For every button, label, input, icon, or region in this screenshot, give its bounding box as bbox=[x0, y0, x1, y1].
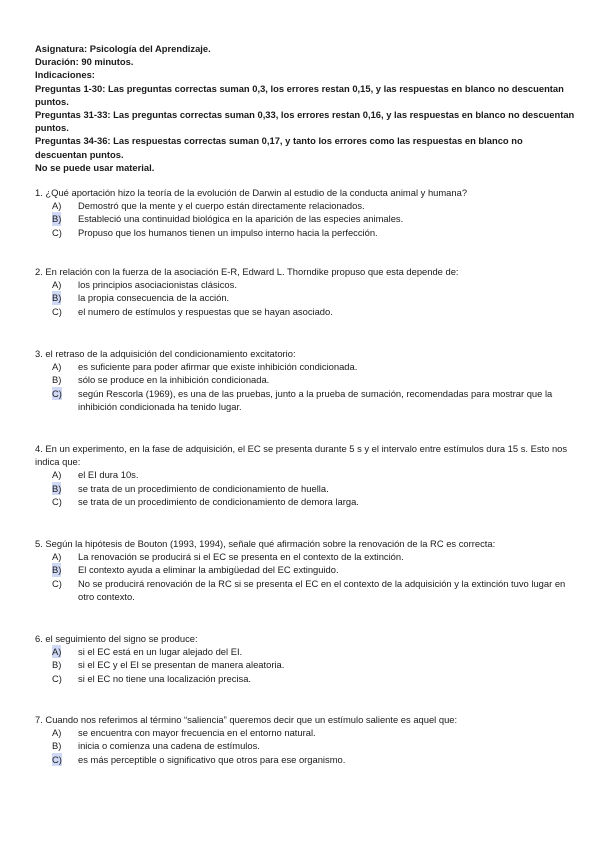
question-3 bbox=[35, 347, 575, 413]
option-text: es suficiente para poder afirmar que existe inhibición condicionada. bbox=[78, 361, 358, 373]
option-text: sólo se produce en la inhibición condicionada. bbox=[78, 374, 270, 386]
option-text: los principios asociacionistas clásicos. bbox=[78, 279, 237, 291]
rule-3: Preguntas 34-36: Las respuestas correctas suman 0,17, y tanto los errores como las respuestas en blanco no descuentan puntos. bbox=[35, 135, 523, 160]
option-letter: A) bbox=[52, 200, 62, 212]
option-a[interactable] bbox=[35, 550, 575, 563]
option-b[interactable] bbox=[35, 212, 575, 225]
option-text: el numero de estímulos y respuestas que se hayan asociado. bbox=[78, 305, 333, 317]
option-text: se trata de un procedimiento de condicionamiento de demora larga. bbox=[78, 495, 359, 507]
option-c[interactable] bbox=[35, 672, 575, 685]
option-letter: A) bbox=[52, 727, 62, 739]
option-a[interactable] bbox=[35, 199, 575, 212]
option-letter: A) bbox=[52, 469, 62, 481]
option-b[interactable] bbox=[35, 482, 575, 495]
option-text: No se producirá renovación de la RC si se presenta el EC en el contexto de la adquisición y la extinción tuvo lugar en otro contexto. bbox=[78, 577, 566, 602]
option-text: Estableció una continuidad biológica en la aparición de las especies animales. bbox=[78, 213, 404, 225]
question-4 bbox=[35, 442, 575, 508]
option-a[interactable] bbox=[35, 278, 575, 291]
question-text: 6. el seguimiento del signo se produce: bbox=[35, 633, 198, 644]
option-letter: B) bbox=[52, 374, 62, 386]
option-text: si el EC está en un lugar alejado del EI. bbox=[78, 646, 243, 658]
question-6 bbox=[35, 632, 575, 685]
option-text: El contexto ayuda a eliminar la ambigüedad del EC extinguido. bbox=[78, 564, 339, 576]
option-b[interactable] bbox=[35, 658, 575, 671]
option-a[interactable] bbox=[35, 726, 575, 739]
option-c[interactable] bbox=[35, 387, 575, 413]
option-c[interactable] bbox=[35, 495, 575, 508]
option-text: inicia o comienza una cadena de estímulos. bbox=[78, 740, 260, 752]
option-text: según Rescorla (1969), es una de las pruebas, junto a la prueba de sumación, recomendadas para mostrar que la inhibición condicionada ha tenido lugar. bbox=[78, 387, 553, 412]
option-b[interactable] bbox=[35, 291, 575, 304]
option-text: Demostró que la mente y el cuerpo están directamente relacionados. bbox=[78, 200, 365, 212]
option-text: Propuso que los humanos tienen un impulso interno hacia la perfección. bbox=[78, 226, 378, 238]
question-text: 3. el retraso de la adquisición del condicionamiento excitatorio: bbox=[35, 348, 296, 359]
option-b[interactable] bbox=[35, 373, 575, 386]
question-text: 2. En relación con la fuerza de la asociación E-R, Edward L. Thorndike propuso que esta depende de: bbox=[35, 266, 459, 277]
option-letter: C) bbox=[52, 577, 62, 589]
option-text: La renovación se producirá si el EC se presenta en el contexto de la extinción. bbox=[78, 551, 404, 563]
option-text: es más perceptible o significativo que otros para ese organismo. bbox=[78, 753, 346, 765]
question-text: 5. Según la hipótesis de Bouton (1993, 1994), señale qué afirmación sobre la renovación de la RC es correcta: bbox=[35, 538, 496, 549]
option-c[interactable] bbox=[35, 226, 575, 239]
option-letter: C) bbox=[52, 226, 62, 238]
instructions-label: Indicaciones: bbox=[35, 69, 95, 81]
option-letter: C) bbox=[52, 305, 62, 317]
option-a[interactable] bbox=[35, 468, 575, 481]
question-1 bbox=[35, 186, 575, 239]
option-c[interactable] bbox=[35, 577, 575, 603]
option-letter: A) bbox=[52, 361, 62, 373]
option-letter: C) bbox=[52, 495, 62, 507]
option-letter-selected: B) bbox=[52, 292, 62, 304]
question-7 bbox=[35, 713, 575, 766]
question-5 bbox=[35, 537, 575, 603]
rule-2: Preguntas 31-33: Las preguntas correctas suman 0,33, los errores restan 0,16, y las respuestas en blanco no descuentan puntos. bbox=[35, 109, 575, 134]
option-letter-selected: B) bbox=[52, 213, 62, 225]
option-letter-selected: B) bbox=[52, 564, 62, 576]
option-text: si el EC no tiene una localización precisa. bbox=[78, 672, 252, 684]
option-letter: A) bbox=[52, 551, 62, 563]
duration-line: Duración: 90 minutos. bbox=[35, 56, 134, 68]
rule-1: Preguntas 1-30: Las preguntas correctas suman 0,3, los errores restan 0,15, y las respuestas en blanco no descuentan puntos. bbox=[35, 82, 564, 107]
option-text: si el EC y el EI se presentan de manera aleatoria. bbox=[78, 659, 285, 671]
option-letter-selected: A) bbox=[52, 646, 62, 658]
option-a[interactable] bbox=[35, 360, 575, 373]
option-b[interactable] bbox=[35, 739, 575, 752]
option-a[interactable] bbox=[35, 645, 575, 658]
subject-line: Asignatura: Psicología del Aprendizaje. bbox=[35, 43, 211, 54]
option-letter: C) bbox=[52, 672, 62, 684]
option-letter-selected: C) bbox=[52, 387, 62, 399]
exam-header bbox=[35, 42, 575, 174]
option-text: el EI dura 10s. bbox=[78, 469, 139, 481]
option-letter: A) bbox=[52, 279, 62, 291]
option-text: se trata de un procedimiento de condicionamiento de huella. bbox=[78, 482, 329, 494]
question-text: 1. ¿Qué aportación hizo la teoría de la evolución de Darwin al estudio de la conducta animal y humana? bbox=[35, 187, 468, 198]
option-c[interactable] bbox=[35, 753, 575, 766]
option-c[interactable] bbox=[35, 305, 575, 318]
option-letter: B) bbox=[52, 740, 62, 752]
question-2 bbox=[35, 265, 575, 318]
option-text: se encuentra con mayor frecuencia en el entorno natural. bbox=[78, 727, 316, 739]
option-b[interactable] bbox=[35, 563, 575, 576]
question-text: 7. Cuando nos referimos al término “saliencia” queremos decir que un estímulo saliente es aquel que: bbox=[35, 714, 458, 725]
no-material-line: No se puede usar material. bbox=[35, 161, 155, 173]
option-text: la propia consecuencia de la acción. bbox=[78, 292, 230, 304]
option-letter-selected: C) bbox=[52, 753, 62, 765]
question-text: 4. En un experimento, en la fase de adquisición, el EC se presenta durante 5 s y el intervalo entre estímulos dura 15 s. Esto nos indica que: bbox=[35, 443, 568, 468]
option-letter-selected: B) bbox=[52, 482, 62, 494]
option-letter: B) bbox=[52, 659, 62, 671]
